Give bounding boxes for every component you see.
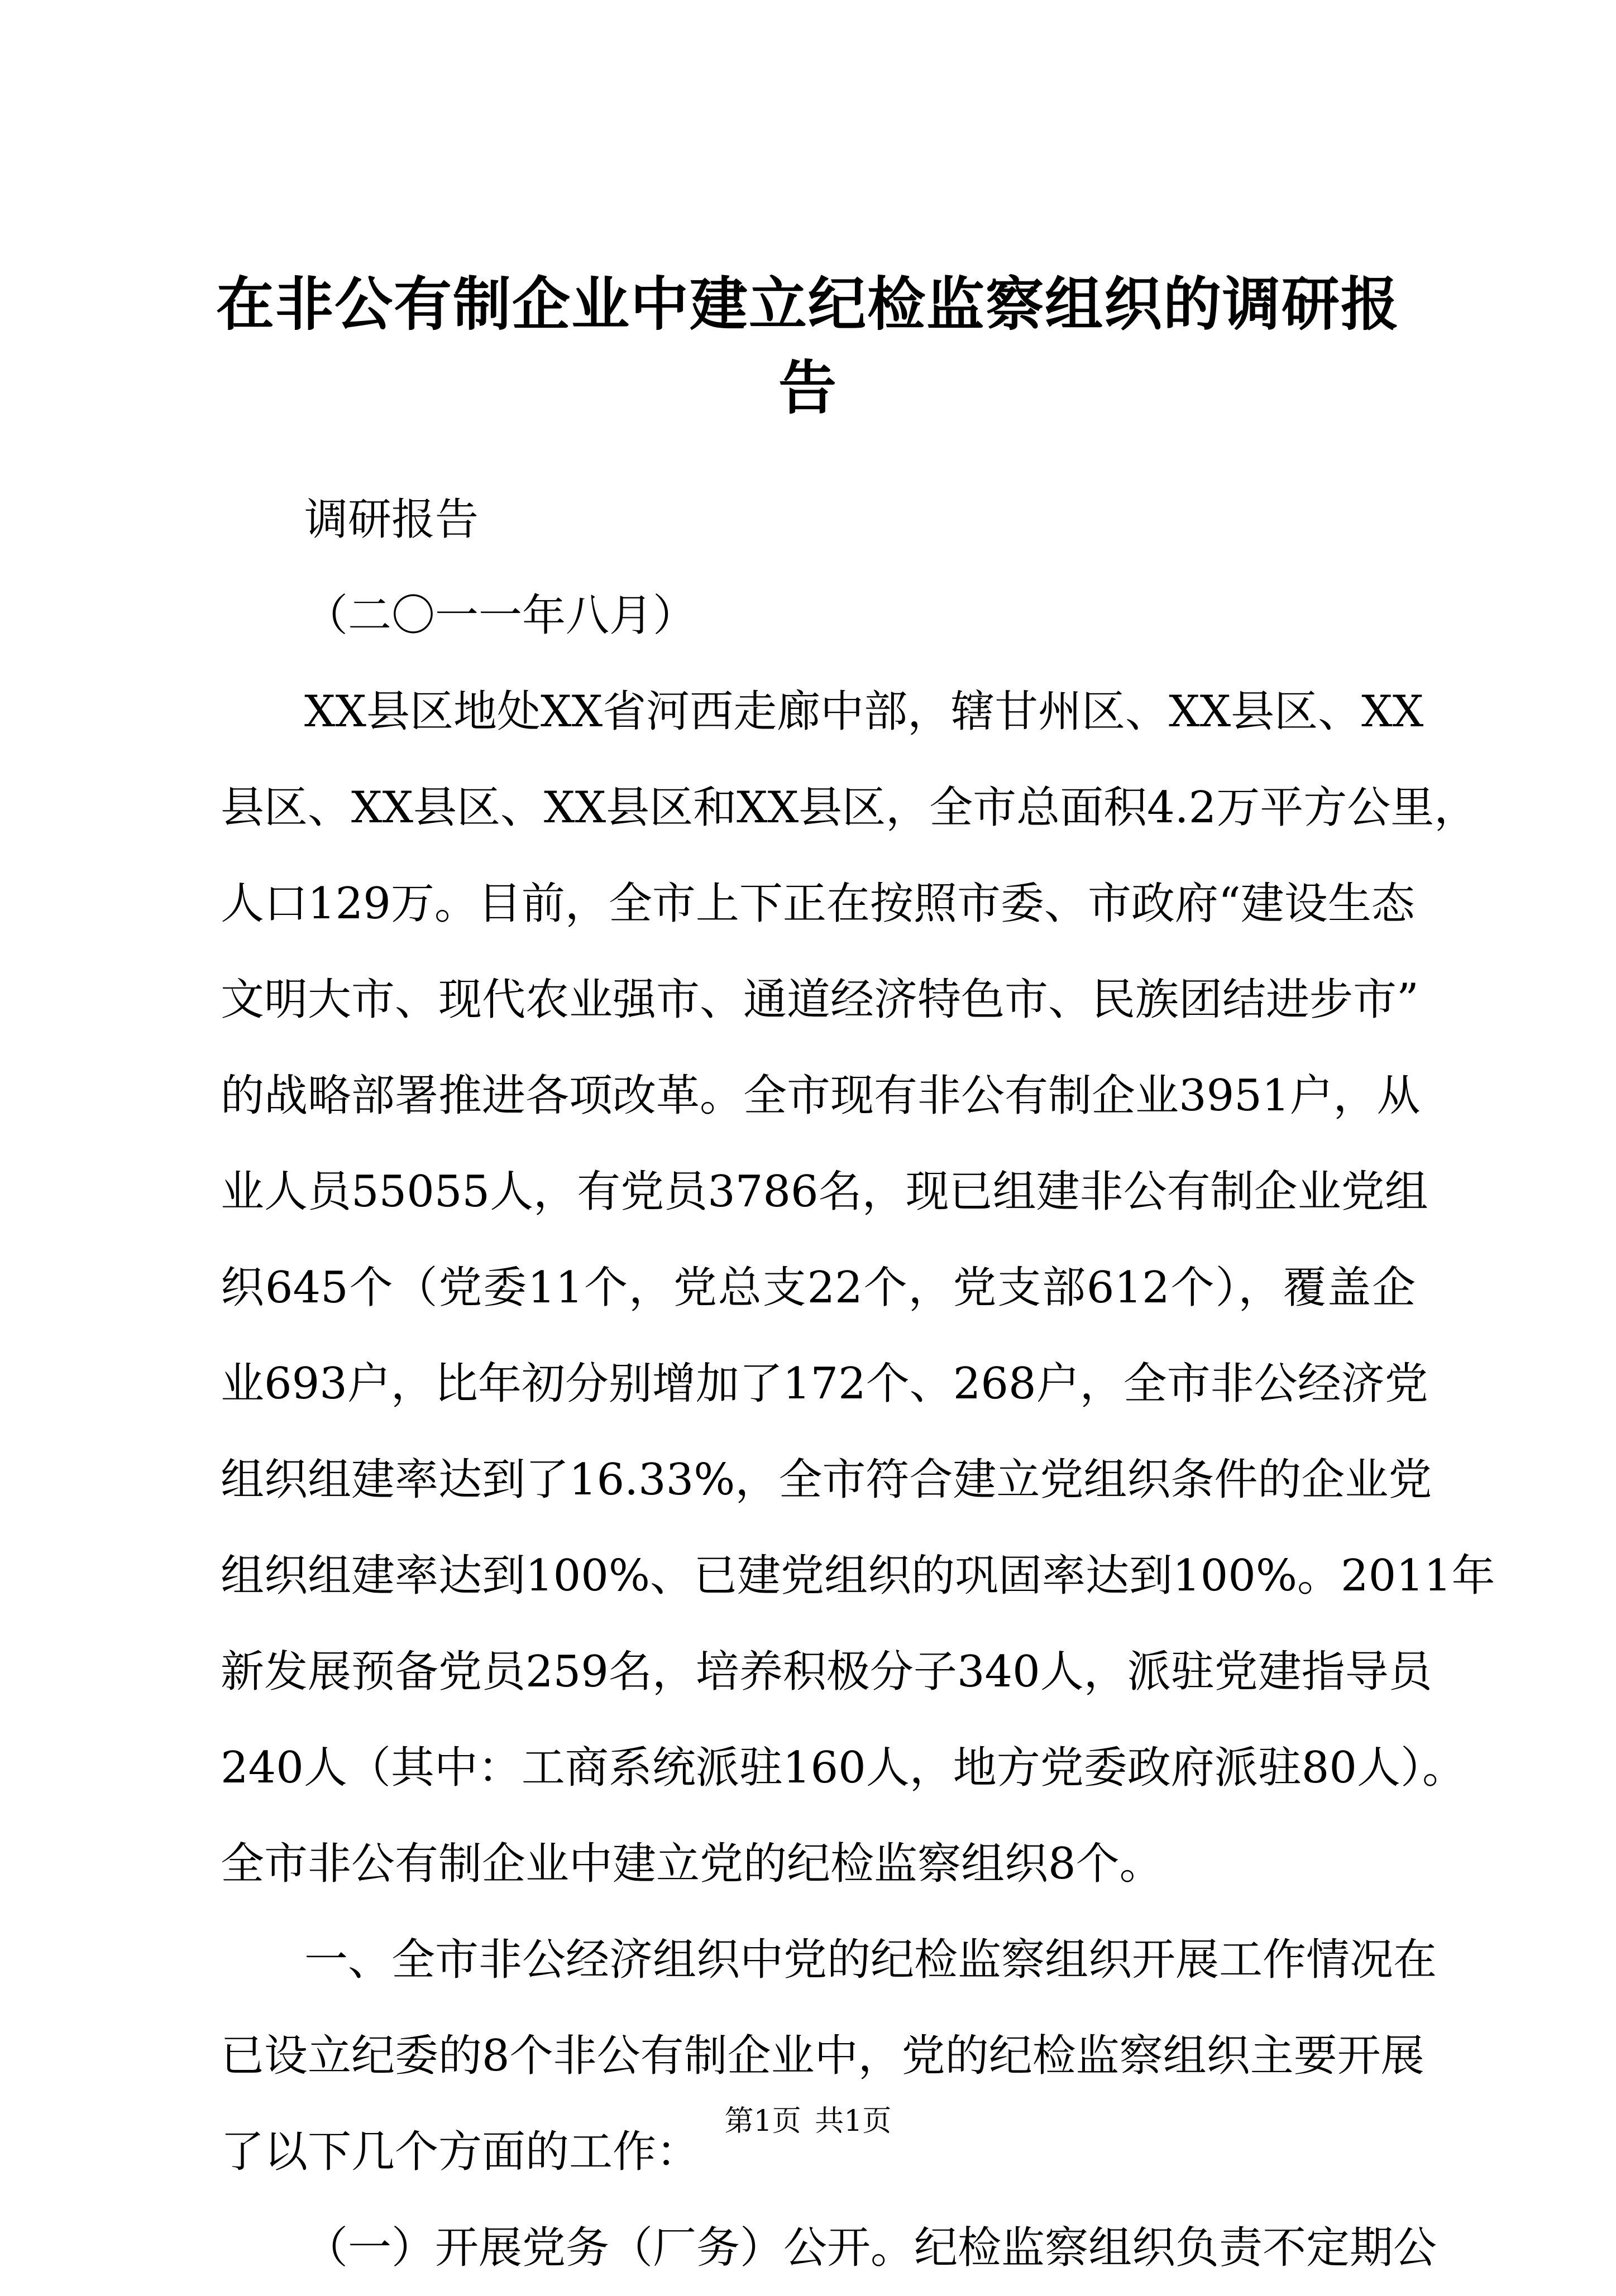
paragraph-line: 了以下几个方面的工作： (221, 2127, 700, 2177)
paragraph-line: 人口129万。目前，全市上下正在按照市委、市政府“建设生态 (221, 879, 1415, 929)
page-number-total: 共1页 (815, 2105, 892, 2138)
page-footer (0, 2102, 1616, 2141)
paragraph-line: 组织组建率达到100%、已建党组织的巩固率达到100%。2011年 (221, 1551, 1495, 1601)
paragraph-line: 组织组建率达到了16.33%，全市符合建立党组织条件的企业党 (221, 1455, 1432, 1505)
paragraph-line: XX县区地处XX省河西走廊中部，辖甘州区、XX县区、XX (304, 687, 1424, 737)
paragraph-line: 240人（其中：工商系统派驻160人，地方党委政府派驻80人）。 (221, 1743, 1466, 1793)
page-number-current: 第1页 (724, 2105, 801, 2138)
paragraph-line: 全市非公有制企业中建立党的纪检监察组织8个。 (221, 1839, 1163, 1889)
paragraph-line: 已设立纪委的8个非公有制企业中，党的纪检监察组织主要开展 (221, 2031, 1424, 2081)
section-label: 调研报告 (304, 495, 479, 545)
paragraph-line: 织645个（党委11个，党总支22个，党支部612个），覆盖企 (221, 1263, 1416, 1313)
document-body (221, 472, 1495, 2296)
paragraph-line: 业693户，比年初分别增加了172个、268户，全市非公经济党 (221, 1359, 1428, 1409)
document-title (168, 262, 1448, 430)
title-line: 在非公有制企业中建立纪检监察组织的调研报 (216, 270, 1400, 338)
paragraph-line: 的战略部署推进各项改革。全市现有非公有制企业3951户，从 (221, 1071, 1421, 1121)
paragraph-line: 业人员55055人，有党员3786名，现已组建非公有制企业党组 (221, 1167, 1428, 1217)
date-line: （二〇一一年八月） (304, 591, 697, 641)
paragraph-line: 县区、XX县区、XX县区和XX县区，全市总面积4.2万平方公里， (221, 783, 1478, 833)
title-line: 告 (778, 353, 838, 422)
heading-line: 一、全市非公经济组织中党的纪检监察组织开展工作情况在 (304, 1935, 1437, 1985)
subheading-line: （一）开展党务（厂务）公开。纪检监察组织负责不定期公 (304, 2223, 1437, 2273)
paragraph-line: 文明大市、现代农业强市、通道经济特色市、民族团结进步市” (221, 975, 1419, 1025)
paragraph-line: 新发展预备党员259名，培养积极分子340人，派驻党建指导员 (221, 1647, 1432, 1697)
